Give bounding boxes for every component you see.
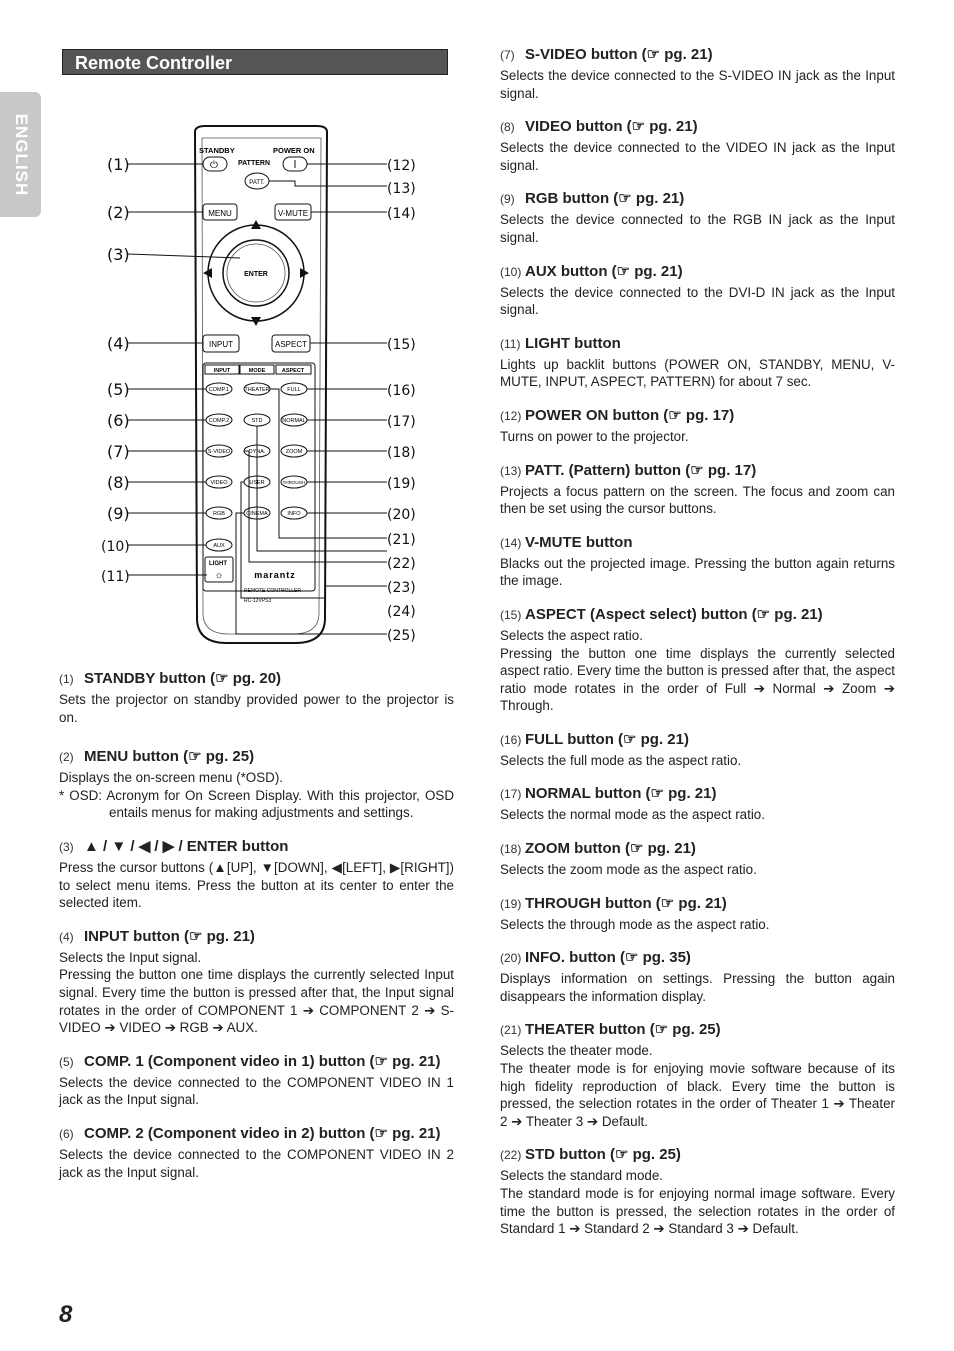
item-theater [500, 1021, 895, 1130]
item-aux [500, 263, 895, 319]
item-aspect [500, 606, 895, 715]
label-through: THROUGH [282, 480, 306, 485]
item-text: Sets the projector on standby provided power to the projector is on. [59, 692, 454, 725]
item-title: LIGHT button [525, 334, 621, 352]
callout-22: (22) [387, 556, 416, 572]
item-title: PATT. (Pattern) button (☞ pg. 17) [525, 461, 757, 479]
item-text: Selects the device connected to the DVI-D IN jack as the Input signal. [500, 284, 895, 318]
item-title: RGB button (☞ pg. 21) [525, 190, 685, 208]
item-patt [500, 462, 895, 518]
item-std [500, 1146, 895, 1237]
item-power-on [500, 407, 895, 446]
item-num: (1) [59, 672, 74, 686]
item-cursor [59, 838, 454, 912]
item-num: (2) [59, 750, 74, 765]
label-aux: AUX [213, 543, 225, 549]
callout-7: (7) [107, 442, 130, 461]
item-title: THEATER button (☞ pg. 25) [525, 1021, 721, 1039]
label-comp1: COMP.1 [208, 387, 230, 393]
item-title: V-MUTE button [525, 533, 633, 551]
label-comp2: COMP.2 [208, 418, 230, 424]
item-title: FULL button (☞ pg. 21) [525, 730, 689, 748]
label-svideo: S-VIDEO [207, 449, 231, 455]
label-input: INPUT [209, 340, 233, 349]
item-title: MENU button (☞ pg. 25) [84, 748, 255, 766]
item-num: (14) [500, 535, 522, 550]
item-full [500, 731, 895, 770]
item-text: Blacks out the projected image. Pressing the button again returns the image. [500, 555, 895, 589]
remote-illustration [95, 118, 425, 663]
item-text: Turns on power to the projector. [500, 428, 689, 444]
item-text: Selects the device connected to the S-VIDEO IN jack as the Input signal. [500, 68, 895, 101]
item-num: (17) [500, 787, 522, 802]
item-text: The theater mode is for enjoying movie software because of its high fidelity reproduction of black. Every time the button is pressed, the selection rotates in the order of Theater 1 ➔ Theater 2 ➔ Theater 3 ➔ Default. [500, 1061, 895, 1129]
item-text: Selects the device connected to the COMPONENT VIDEO IN 1 jack as the Input signal. [59, 1074, 454, 1108]
item-title: ASPECT (Aspect select) button (☞ pg. 21) [525, 605, 823, 623]
item-text: Selects the device connected to the RGB IN jack as the Input signal. [500, 212, 895, 245]
callout-8: (8) [107, 473, 130, 492]
item-title: STANDBY button (☞ pg. 20) [84, 670, 282, 687]
item-title: ▲ / ▼ / ◀ / ▶ / ENTER button [84, 837, 289, 855]
label-zoom: ZOOM [285, 449, 303, 455]
callout-18: (18) [387, 445, 416, 461]
item-num: (8) [500, 120, 515, 135]
callout-15: (15) [387, 337, 416, 353]
item-title: THROUGH button (☞ pg. 21) [525, 894, 727, 912]
label-model1: REMOTE CONTROLLER [244, 588, 301, 594]
item-text: Selects the device connected to the VIDEO IN jack as the Input signal. [500, 140, 895, 173]
item-title: NORMAL button (☞ pg. 21) [525, 785, 717, 803]
label-rgb: RGB [213, 511, 225, 517]
item-info [500, 949, 895, 1005]
callout-23: (23) [387, 580, 416, 596]
item-menu [59, 748, 454, 822]
callout-24: (24) [387, 604, 416, 620]
label-enter: ENTER [244, 271, 268, 278]
item-svideo [500, 46, 895, 102]
left-column [59, 670, 454, 1181]
item-rgb [500, 190, 895, 246]
item-num: (15) [500, 607, 522, 622]
callout-6: (6) [107, 411, 130, 430]
label-input-small: INPUT [213, 368, 231, 374]
item-text: The standard mode is for enjoying normal image software. Every time the button is pressed, the selection rotates in the order of Standard 1 ➔ Standard 2 ➔ Standard 3 ➔ Default. [500, 1186, 895, 1237]
item-text: Selects the full mode as the aspect ratio. [500, 752, 742, 768]
item-title: INFO. button (☞ pg. 35) [525, 949, 691, 967]
remote-diagram [95, 118, 425, 663]
callout-13: (13) [387, 181, 416, 197]
label-menu: MENU [208, 209, 232, 218]
item-text: Selects the aspect ratio. [500, 627, 643, 643]
callout-4: (4) [107, 334, 130, 353]
callout-17: (17) [387, 414, 416, 430]
item-text: Selects the zoom mode as the aspect ratio. [500, 862, 757, 878]
label-cinema: CINEMA [246, 511, 268, 517]
item-num: (5) [59, 1054, 74, 1069]
label-mode: MODE [248, 368, 266, 374]
item-num: (11) [500, 336, 521, 351]
item-comp1 [59, 1053, 454, 1109]
item-title: COMP. 1 (Component video in 1) button (☞ pg. 21) [84, 1052, 441, 1070]
standby-icon: ⏻ [210, 160, 218, 171]
item-title: VIDEO button (☞ pg. 21) [525, 118, 698, 136]
callout-5: (5) [107, 380, 130, 399]
item-title: STD button (☞ pg. 25) [525, 1146, 681, 1164]
item-text: Displays information on settings. Pressing the button again disappears the information display. [500, 971, 895, 1004]
callout-10: (10) [101, 539, 130, 555]
item-text: Selects the standard mode. [500, 1168, 664, 1184]
item-text: Press the cursor buttons (▲[UP], ▼[DOWN], ◀[LEFT], ▶[RIGHT]) to select menu items. Press the button at its center to enter the selected item. [59, 859, 454, 911]
item-normal [500, 785, 895, 824]
label-dyna: DYNA. [248, 449, 266, 455]
item-num: (13) [500, 463, 522, 478]
callout-14: (14) [387, 206, 416, 222]
item-standby [59, 670, 454, 726]
item-text: Selects the normal mode as the aspect ratio. [500, 807, 765, 823]
item-text: Pressing the button one time displays the currently selected aspect ratio. Every time the button is pressed after that, the aspect ratio mode rotates in the order of Full ➔ Normal ➔ Zoom ➔ Through. [500, 645, 895, 714]
item-text: Projects a focus pattern on the screen. The focus and zoom can then be set using the cursor buttons. [500, 483, 895, 517]
label-aspect-small: ASPECT [281, 368, 305, 374]
item-zoom [500, 840, 895, 879]
callout-25: (25) [387, 628, 416, 644]
brand-logo: marantz [254, 570, 296, 580]
callout-21: (21) [387, 532, 416, 548]
item-num: (20) [500, 951, 522, 966]
item-num: (4) [59, 929, 74, 944]
item-title: S-VIDEO button (☞ pg. 21) [525, 46, 713, 63]
label-std: STD [251, 418, 263, 424]
language-tab-label: ENGLISH [11, 113, 31, 196]
item-light [500, 335, 895, 391]
item-text: Selects the device connected to the COMPONENT VIDEO IN 2 jack as the Input signal. [59, 1146, 454, 1180]
page-number: 8 [59, 1301, 73, 1328]
item-video [500, 118, 895, 174]
item-title: AUX button (☞ pg. 21) [525, 262, 683, 280]
item-num: (18) [500, 842, 522, 857]
callout-9: (9) [107, 504, 130, 523]
item-num: (21) [500, 1023, 522, 1038]
label-model2: RC-12VPS3 [244, 598, 272, 604]
item-text: Displays the on-screen menu (*OSD). [59, 770, 284, 786]
label-full: FULL [287, 387, 301, 393]
item-num: (7) [500, 48, 515, 62]
section-title: Remote Controller [62, 49, 448, 75]
callout-12: (12) [387, 158, 416, 174]
item-input [59, 928, 454, 1037]
label-power-on: POWER ON [273, 146, 315, 155]
callout-16: (16) [387, 383, 416, 399]
item-text: Selects the through mode as the aspect ratio. [500, 916, 770, 932]
light-icon: ☼ [214, 570, 224, 581]
item-num: (12) [500, 408, 522, 423]
item-title: INPUT button (☞ pg. 21) [84, 927, 255, 945]
label-light: LIGHT [209, 561, 227, 567]
item-text: Lights up backlit buttons (POWER ON, STANDBY, MENU, V-MUTE, INPUT, ASPECT, PATTERN) for about 7 sec. [500, 356, 895, 390]
callout-2: (2) [107, 203, 130, 222]
item-note: * OSD: Acronym for On Screen Display. With this projector, OSD entails menus for making adjustments and settings. [59, 787, 454, 821]
callout-3: (3) [107, 245, 130, 264]
callout-19: (19) [387, 476, 416, 492]
item-title: ZOOM button (☞ pg. 21) [525, 840, 696, 858]
item-num: (16) [500, 732, 522, 747]
label-aspect: ASPECT [274, 340, 308, 349]
label-info: INFO [287, 511, 301, 517]
label-standby: STANDBY [199, 146, 235, 155]
item-text: Pressing the button one time displays the currently selected Input signal. Every time the button is pressed after that, the Input signal rotates in the order of COMPONENT 1 ➔ COMPONENT 2 ➔ S-VIDEO ➔ VIDEO ➔ RGB ➔ AUX. [59, 967, 454, 1036]
item-num: (9) [500, 192, 515, 207]
label-theater: THEATER [244, 387, 270, 393]
item-num: (10) [500, 264, 522, 279]
label-patt: PATT. [249, 180, 265, 186]
item-comp2 [59, 1125, 454, 1181]
item-num: (6) [59, 1126, 74, 1141]
callout-1: (1) [107, 155, 130, 174]
item-num: (22) [500, 1148, 522, 1163]
label-user: USER [249, 480, 265, 486]
item-vmute [500, 534, 895, 590]
language-tab [0, 92, 41, 217]
label-vmute: V-MUTE [277, 209, 309, 218]
callout-11: (11) [101, 569, 130, 585]
item-num: (3) [59, 839, 74, 854]
label-pattern: PATTERN [238, 160, 271, 167]
item-title: COMP. 2 (Component video in 2) button (☞ pg. 21) [84, 1124, 441, 1142]
item-title: POWER ON button (☞ pg. 17) [525, 406, 735, 424]
item-through [500, 895, 895, 934]
right-column [500, 46, 895, 1238]
callout-20: (20) [387, 507, 416, 523]
item-text: Selects the theater mode. [500, 1043, 653, 1059]
item-text: Selects the Input signal. [59, 949, 202, 965]
item-num: (19) [500, 896, 522, 911]
label-normal: NORMAL [282, 418, 306, 424]
label-video: VIDEO [210, 480, 228, 486]
